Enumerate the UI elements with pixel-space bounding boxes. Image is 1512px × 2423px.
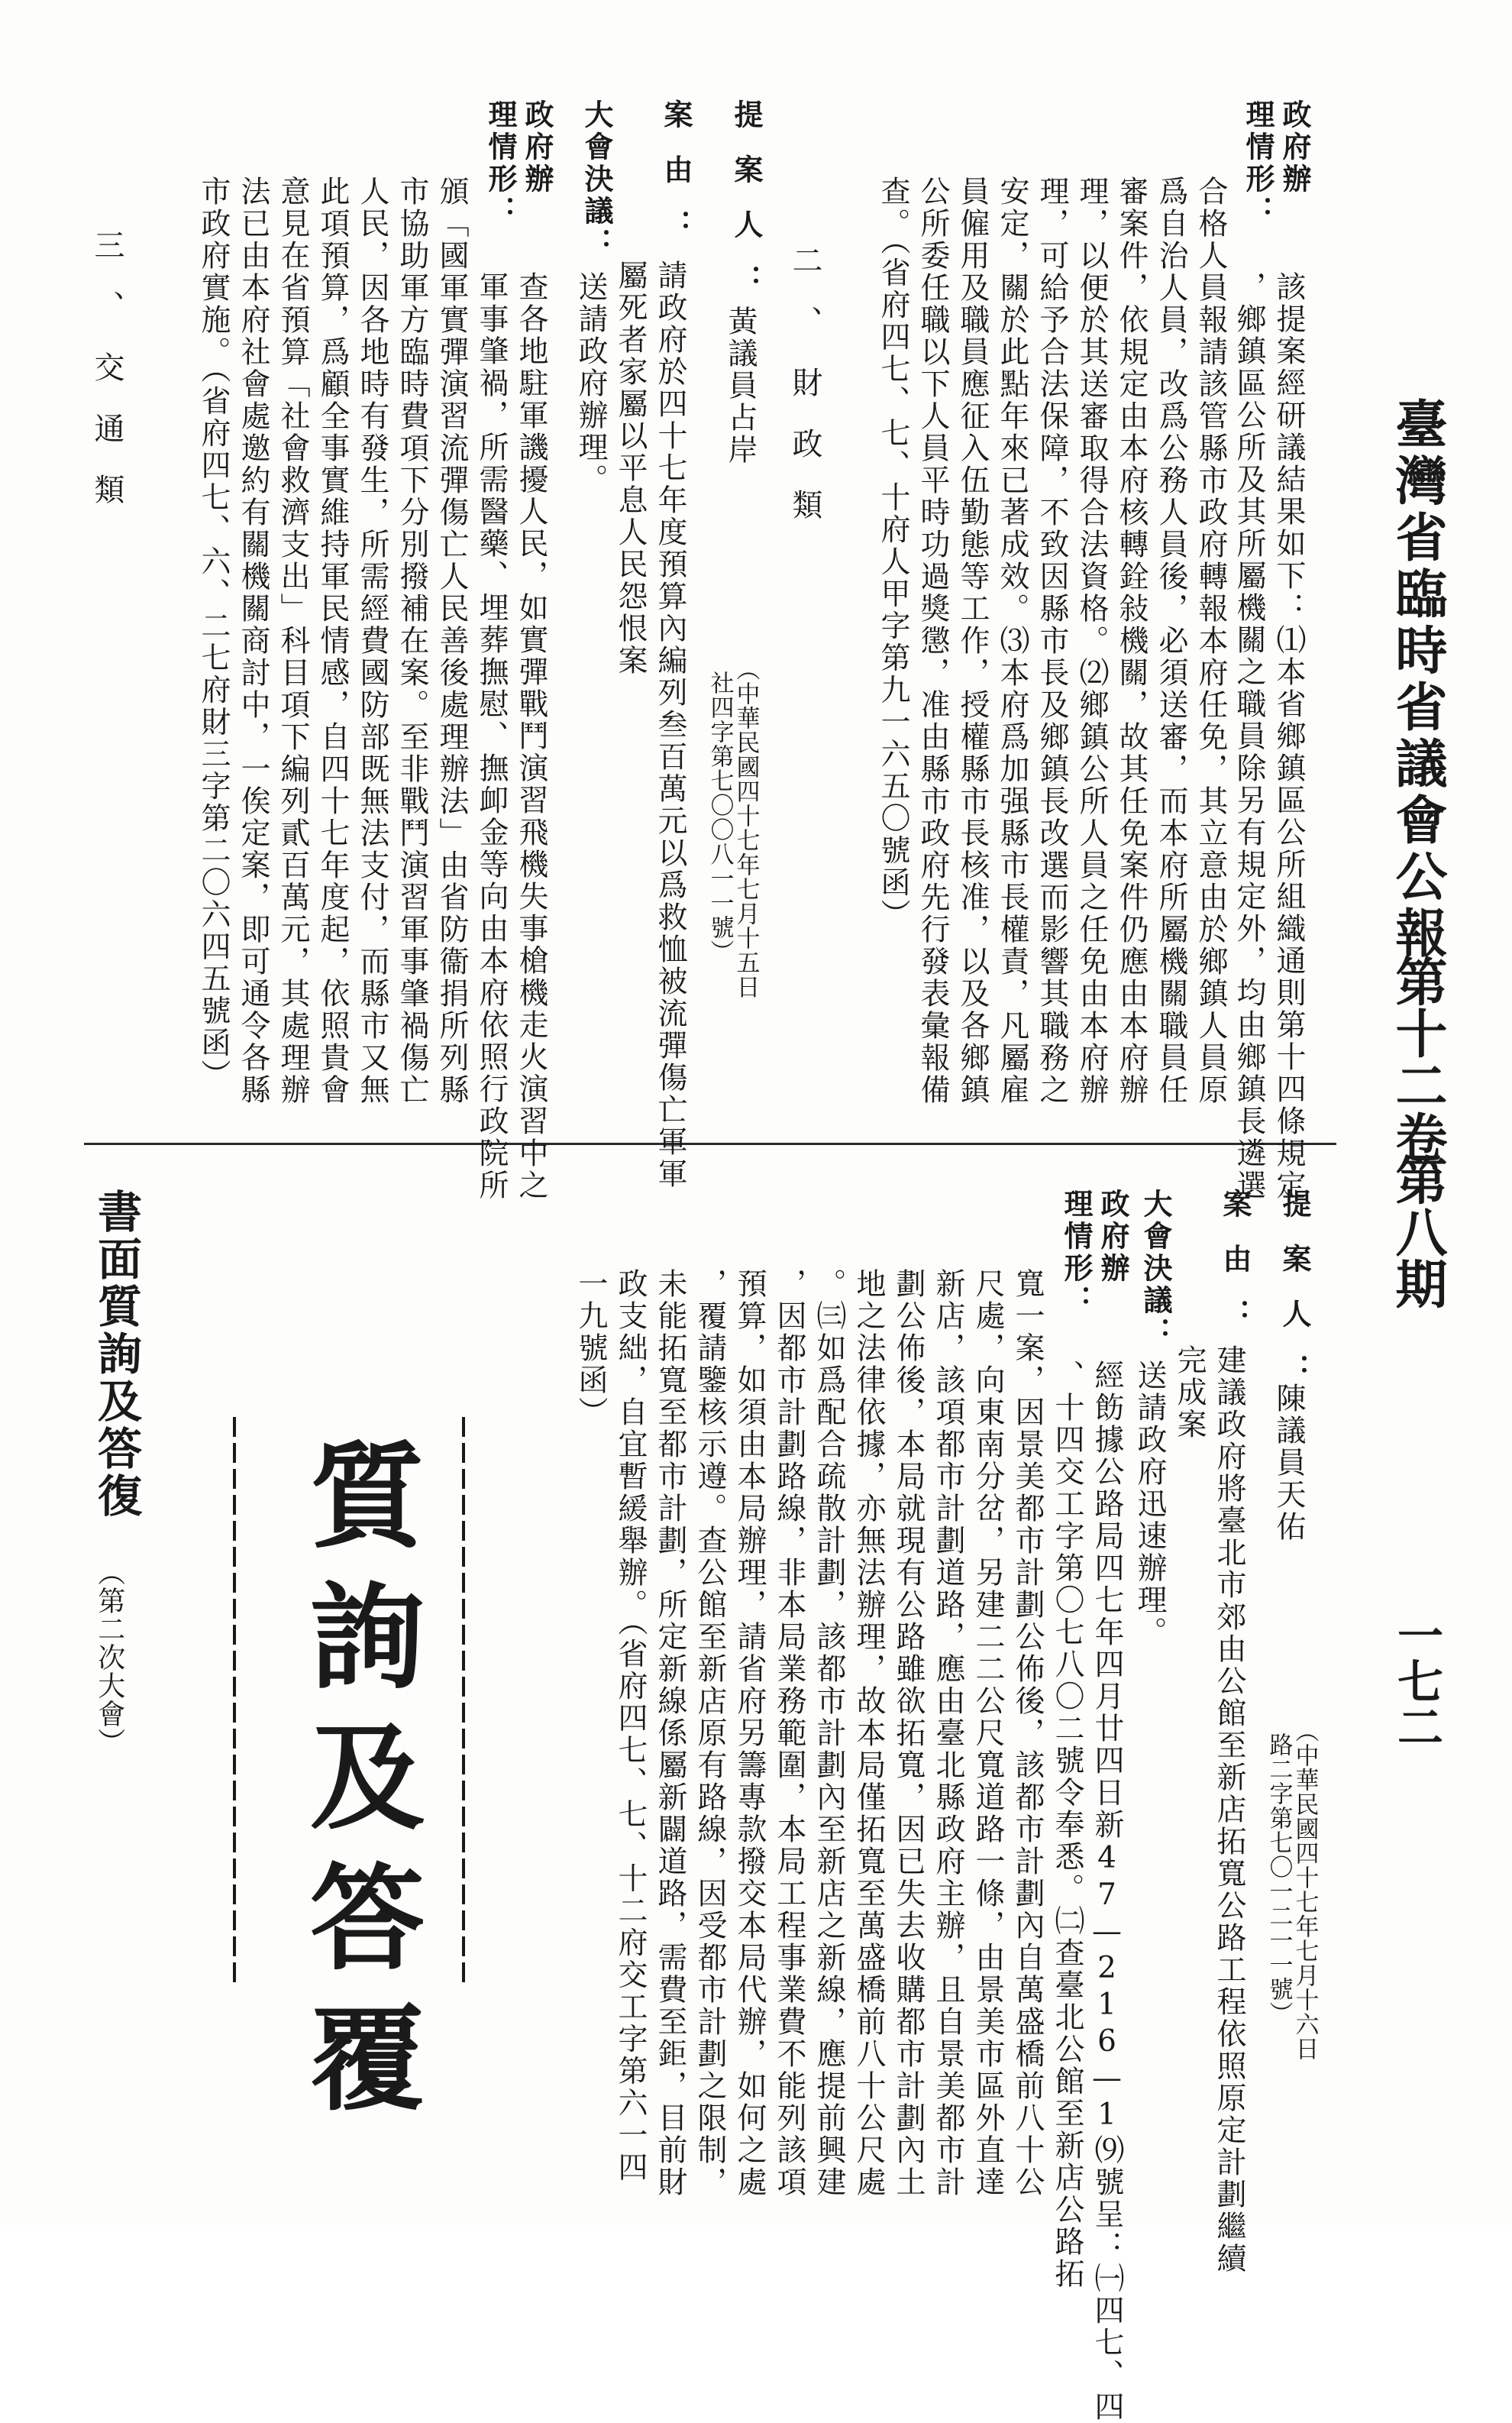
transport-gov-line-5: 新店，該項都市計劃道路，應由臺北縣政府主辦，且自景美都市計 [931, 1268, 965, 2198]
transport-gov-line-13: 政支絀，自宜暫緩舉辦。（省府四七、七、十二府交工字第六一四 [613, 1268, 648, 2184]
finance-gov-line-8: 法已由本府社會處邀約有關機關商討中，一俟定案，即可通令各縣 [236, 176, 270, 1106]
decorative-rule-right [458, 1417, 469, 1982]
transport-gov-label-b: 理情形： [1059, 1189, 1094, 1317]
transport-gov-line-6: 劃公佈後，本局就現有公路雖欲拓寬，因已失去收購都市計劃內土 [891, 1268, 926, 2198]
case1-line-8: 安定，關於此點年來已著成效。⑶本府爲加强縣市長權責，凡屬雇 [995, 176, 1029, 1106]
inquiry-subtitle: 書面質詢及答復 [90, 1189, 142, 1520]
case1-line-9: 員僱用及職員應征入伍勤態等工作，授權縣市長核准，以及各鄉鎮 [955, 176, 990, 1106]
finance-gov-line-7: 意見在省預算「社會救濟支出」科目項下編列貳百萬元，其處理辦 [276, 176, 310, 1106]
finance-proposer-label: 提案人： [729, 99, 764, 319]
finance-reason-label: 案由： [659, 99, 693, 264]
finance-reason-line-2: 屬死者家屬以平息人民怨恨案 [613, 260, 648, 677]
transport-proposer-label: 提案人： [1278, 1189, 1312, 1409]
finance-gov-label-b: 理情形： [483, 99, 518, 228]
case1-line-3: 合格人員報請該管縣市政府轉報本府任免，其立意由於鄉鎮人員原 [1194, 176, 1228, 1106]
transport-proposer: 陳議員天佑 [1271, 1383, 1306, 1543]
finance-gov-line-1: 查各地駐軍譏擾人民，如實彈戰鬥演習飛機失事槍機走火演習中之 [514, 271, 548, 1202]
transport-gov-line-11: ，覆請鑒核示遵。查公館至新店原有路線，因受都市計劃之限制， [693, 1268, 727, 2198]
finance-section-title: 二、財政類 [787, 244, 822, 550]
case1-line-10: 公所委任職以下人員平時功過獎懲，准由縣市政府先行發表彙報備 [916, 176, 950, 1106]
case1-line-11: 查。（省府四七、七、十府人甲字第九一六五〇號函） [876, 176, 910, 931]
case1-line-4: 爲自治人員，改爲公務人員後，必須送審，而本府所屬機關職員任 [1154, 176, 1188, 1106]
case1-line-5: 審案件，依規定由本府核轉銓敍機關，故其任免案件仍應由本府辦 [1114, 176, 1149, 1106]
case1-line-2: ，鄉鎮區公所及其所屬機關之職員除另有規定外，均由鄉鎮長遴選 [1232, 271, 1266, 1202]
finance-gov-line-3: 頒「國軍實彈演習流彈傷亡人民善後處理辦法」由省防衞捐所列縣 [435, 176, 469, 1106]
transport-gov-line-8: 。㈢如爲配合疏散計劃，該都市計劃內至新店之新線，應提前興建 [812, 1268, 846, 2198]
finance-proposer: 黃議員占岸 [723, 306, 758, 466]
case1-line-6: 理，以便於其送審取得合法資格。⑵鄉鎮公所人員之任免由本府辦 [1074, 176, 1109, 1106]
transport-section-title: 三、交通類 [89, 229, 124, 535]
transport-gov-label-a: 政府辦 [1096, 1189, 1130, 1285]
transport-resolution-label: 大會決議： [1139, 1189, 1173, 1349]
finance-gov-line-6: 此項預算，爲顧全事實維持軍民情感，自四十七年度起，依照貴會 [315, 176, 350, 1106]
transport-date-note-1: （中華民國四十七年七月十六日 [1291, 1719, 1319, 2061]
gov-handling-label-1b: 理情形： [1241, 99, 1275, 228]
transport-gov-line-2: 、十四交工字第〇七八〇二號令奉悉。㈡查臺北公館至新店公路拓 [1050, 1360, 1084, 2290]
transport-date-note-2: 路二字第七〇一二一一號） [1265, 1732, 1293, 2026]
case1-line-1: 該提案經研議結果如下：⑴本省鄉鎮區公所組織通則第十四條規定 [1271, 271, 1306, 1202]
finance-date-note-1: （中華民國四十七年七月十五日 [732, 657, 760, 999]
case1-line-7: 理，可給予合法保障，不致因縣市長及鄉鎮長改選而影響其職務之 [1035, 176, 1069, 1106]
transport-reason-line-2: 完成案 [1172, 1344, 1207, 1441]
inquiry-session: （第二次大會） [93, 1558, 125, 1756]
decorative-rule-left [229, 1417, 240, 1982]
transport-reason-label: 案由： [1218, 1189, 1252, 1354]
section-divider [84, 1143, 1336, 1145]
finance-date-note-2: 社四字第七〇〇八一一號） [706, 671, 734, 964]
gov-handling-label-1a: 政府辦 [1278, 99, 1312, 196]
finance-gov-line-2: 軍事肇禍，所需醫藥、埋葬撫慰、撫卹金等向由本府依照行政院所 [474, 271, 509, 1202]
transport-gov-line-1: 經飭據公路局四七年四月廿四日新47—216—1⑼號呈：㈠四七、四 [1090, 1360, 1124, 2423]
finance-gov-line-4: 市協助軍方臨時費項下分別撥補在案。至非戰鬥演習軍事肇禍傷亡 [395, 176, 429, 1106]
transport-resolution: 送請政府迅速辦理。 [1132, 1360, 1167, 1648]
finance-resolution-label: 大會決議： [580, 99, 614, 260]
transport-reason-line-1: 建議政府將臺北市郊由公館至新店拓寬公路工程依照原定計劃繼續 [1212, 1344, 1246, 2275]
transport-gov-line-12: 未能拓寬至都市計劃，所定新線係屬新闢道路，需費至鉅，目前財 [653, 1268, 687, 2198]
masthead-title: 臺灣省臨時省議會公報 [1387, 397, 1448, 962]
transport-gov-line-3: 寬一案，因景美都市計劃公佈後，該都市計劃內自萬盛橋前八十公 [1010, 1268, 1045, 2198]
inquiry-big-title: 質詢及答覆 [290, 1436, 425, 2139]
transport-gov-line-10: 預算，如須由本局辦理，請省府另籌專款撥交本局代辦，如何之處 [732, 1268, 767, 2198]
finance-gov-line-9: 市政府實施。（省府四七、六、二七府財三字第二〇六四五號函） [196, 176, 231, 1092]
volume-number: 第十二卷 [1387, 955, 1448, 1163]
finance-gov-line-5: 人民，因各地時有發生，所需經費國防部既無法支付，而縣市又無 [355, 176, 389, 1106]
transport-gov-line-14: 一九號函） [573, 1268, 608, 1428]
transport-gov-line-7: 地之法律依據，亦無法辦理，故本局僅拓寬至萬盛橋前八十公尺處 [851, 1268, 886, 2198]
transport-gov-line-4: 尺處，向東南分岔，另建二二公尺寬道路一條，由景美市區外直達 [971, 1268, 1005, 2198]
finance-gov-label-a: 政府辦 [520, 99, 554, 196]
issue-number: 第八期 [1387, 1153, 1448, 1309]
transport-gov-line-9: ，因都市計劃路線，非本局業務範圍，本局工程事業費不能列該項 [772, 1268, 806, 2198]
finance-resolution: 送請政府辦理。 [573, 271, 608, 496]
finance-reason-line-1: 請政府於四十七年度預算內編列叁百萬元以爲救恤被流彈傷亡軍軍 [653, 260, 687, 1190]
page-number: 一七二 [1390, 1612, 1443, 1749]
